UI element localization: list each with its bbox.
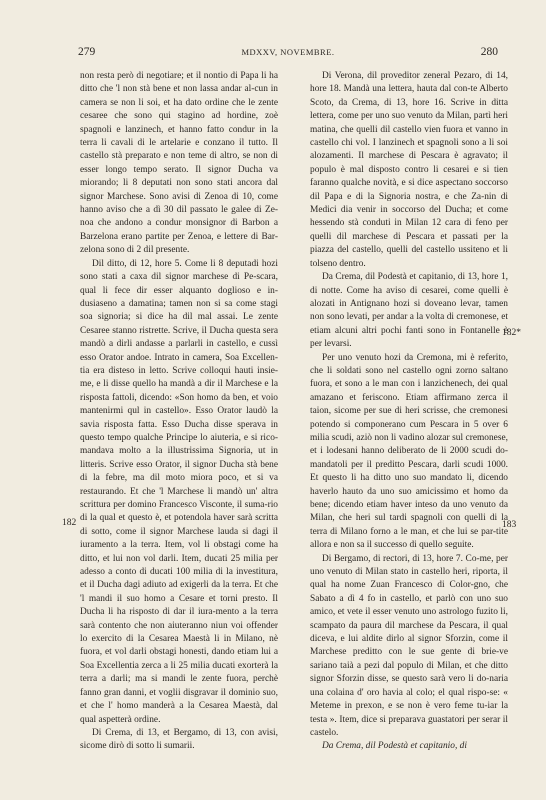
paragraph: Dil ditto, di 12, hore 5. Come li 8 deputadi hozi sono stati a caxa dil signor marchese di Pe-scara, qual li fece dir esser alquanto doglioso e in-dusiaseno a damatina; tamen non si sa come stagi soa signoria; si dice ha dil mal assai. Le zente Cesaree stanno ristrette. Scrive, il Ducha questa sera mandò a dirli andasse a parlarli in castello, e cussì esso Orator andoe. Intrato in camera, Soa Excellen-tia era disteso in letto. Scrive colloqui hauti insie-me, e li disse quello ha mandà a dir il Marchese e la risposta fattoli, dicendo: «Son homo da ben, et voio mantenirmi qul in castello». Esso Orator laudò la savia risposta fatta. Esso Ducha disse sperava in questo tempo qualche Principe lo aiuteria, e si rico-mandava molto a la illustrissima Signoria, ut in litteris. Scrive esso Orator, il signor Ducha stà bene di la febre, ma dil moto miora poco, et si va restaurando. Et che 'l Marchese li mandò un' altra scrittura per domino Francesco Visconte, il suma-rio di la qual et questo è, et potendola haver sarà scritta di sotto, come il signor Marchese lauda si dagi il iuramento a la terra. Item, vol li obstagi come ha ditto, et lui non vol darli. Item, ducati 25 milia per adesso a conto di ducati 100 milia di la investitura, et il Ducha dagi adiuto ad exigerli da la terra. Et che 'l mandi il suo homo a Cesare et torni presto. Il Ducha li ha risposto di dar il iura-mento a la terra sarà contento che non aiuteranno niun voi offender lo exercito di la Cesarea Maestà li in Milano, nè fuora, et vol darli obstagi honesti, dando etiam lui a Soa Excellentia zerca a li 25 milia ducati exorterà la terra a darli; ma si mandi le zente fuora, perchè fanno gran danni, et voglii disgravar il dominio suo, et che l' homo manderà a la Cesarea Maestà, dal qual aspetterà ordine. <box>80 258 278 725</box>
header-title: MDXXV, NOVEMBRE. <box>241 47 335 57</box>
paragraph: Da Crema, dil Podestà et capitanio, di 13, hore 1, di notte. Come ha aviso di cesarei, come quelli è alozati in Antignano hozi si doveano levar, tamen non sono levati, per andar a la volta di cremonese, et etiam alcuni altri pochi fanti sono in Fontanelle è per levarsi. <box>310 272 508 350</box>
running-header <box>78 46 498 62</box>
left-column <box>80 70 278 754</box>
page-number-right: 280 <box>480 46 498 58</box>
margin-note-right-2: 183 <box>502 520 517 530</box>
paragraph: Per uno venuto hozi da Cremona, mi è referito, che li soldati sono nel castello ogni zorno saltano fuora, et sono a le man con i lanzichenech, dei qual amazano et feriscono. Etiam affirmano zerca il taion, sicome per sue di heri scrisse, che cremonesi potendo si componerano cum Pescara in 5 over 6 milia scudi, aziò non li vadino alozar sul cremonese, et i lodesani hanno deliberato de li 2000 scudi do-mandatoli per il preditto Pescara, darli scudi 1000. Et questo li ha ditto uno suo mandato li, dicendo haverlo hauto da uno suo amicissimo et homo da bene; dicendo etiam haver inteso da uno venuto da Milan, che heri sul tardi spagnoli con quelli di la terra di Milano forno a le man, et che lui se par-tite allora e non sa il successo di quello seguite. <box>310 352 508 551</box>
margin-note-left: 182 <box>62 518 77 528</box>
paragraph: Di Bergamo, di rectori, di 13, hore 7. Co-me, per uno venuto di Milan stato in castello heri, riporta, il qual ha nome Zuan Francesco di Color-gno, che Sabato a dì 4 fo in castello, et parlò con uno suo amico, et vete il esser venuto uno astrologo fuzito li, scampato da paura dil marchese da Pescara, il qual diceva, e lui aldite dirlo al signor Sforzin, come il Marchese preditto con le sue gente di brie-ve sariano taià a pezi dal populo di Milan, et che ditto signor Sforzin disse, se questo sarà vero li do-naria una colaina d' oro havia al colo; el qual rispo-se: « Meteme in prexon, e se non è vero feme tu-iar la testa ». Item, dice si preparava guastatori per serar il castelo. <box>310 553 508 738</box>
paragraph: Di Crema, di 13, et Bergamo, di 13, con avisi, sicome dirò di sotto li sumarii. <box>80 727 278 752</box>
paragraph: Da Crema, dil Podestà et capitanio, di <box>322 741 467 752</box>
paragraph: Di Verona, dil proveditor zeneral Pezaro, di 14, hore 18. Mandà una lettera, hauta dal con-te Alberto Scoto, da Crema, di 13, hore 16. Scrive in ditta lettera, come per uno suo venuto da Milan, partì heri matina, che quelli dil castello vien fuora et vanno in castello chi vol. I lanzinech et spagnoli sono a li soi alozamenti. Il marchese di Pescara è agravato; il populo è mal disposto contro li cesarei e si tien faranno qualche novità, e si dice aspectano soccorso dil Papa e di la Signoria nostra, e che Za-nin di Medici dia venir in soccorso del Ducha; et come hessendo stà conduti in Milan 12 cara di feno per quelli dil marchese di Pescara et passati per la piazza del castello, quelli del castello ussiteno et li tolseno dentro. <box>310 71 508 269</box>
page-number-left: 279 <box>78 46 96 58</box>
right-column <box>310 70 508 754</box>
paragraph: non resta però di negotiare; et il nontio di Papa li ha ditto che 'l non stà bene et non lassa andar al-cun in camera se non li soi, et ha dato ordine che le zente cesaree che sono qui stagino ad hordine, zoè spagnoli e lanzinech, et hanno fatto condur in la terra li cavali di le artelarie e conzano il tutto. Il castello stà preparato e non teme di altro, se non di esser longo tempo serato. Il signor Ducha va miorando; li 8 deputati non sono stati ancora dal signor Marchese. Sono avisi di Zenoa di 10, come hanno aviso che a dì 30 dil passato le galee di Ze-noa che andono a condur monsignor di Barbon a Barzelona erano partite per Zenoa, e lettere di Bar-zelona sono di 2 dil presente. <box>80 71 278 256</box>
margin-note-right-1: 182* <box>502 328 521 338</box>
